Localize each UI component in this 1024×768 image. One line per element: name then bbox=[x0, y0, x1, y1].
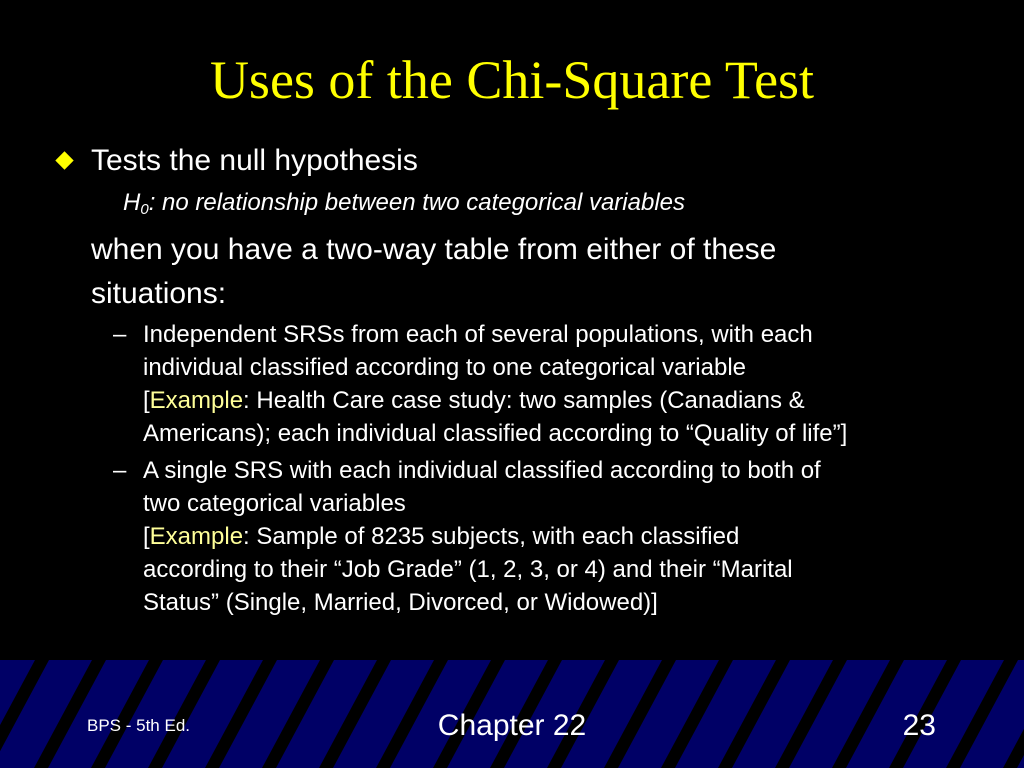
dash-marker: – bbox=[113, 321, 127, 348]
hypothesis-subscript: 0 bbox=[140, 201, 149, 218]
example-label: Example bbox=[149, 387, 244, 414]
sub-item-line: Independent SRSs from each of several populations, with each bbox=[143, 321, 813, 348]
hypothesis-text: : no relationship between two categorical variables bbox=[148, 189, 685, 216]
situations-paragraph bbox=[91, 228, 971, 316]
paragraph-line-2: situations: bbox=[91, 277, 227, 310]
example-line: Status” (Single, Married, Divorced, or Widowed)] bbox=[143, 589, 658, 616]
example-bracket: [ bbox=[143, 523, 150, 550]
example-text: : Health Care case study: two samples (Canadians & bbox=[243, 387, 805, 414]
sub-item-line: A single SRS with each individual classified according to both of bbox=[143, 457, 821, 484]
hypothesis-symbol: H bbox=[123, 189, 141, 216]
sub-item-text bbox=[143, 454, 1023, 619]
example-line: according to their “Job Grade” (1, 2, 3, or 4) and their “Marital bbox=[143, 556, 793, 583]
footer-source: BPS - 5th Ed. bbox=[87, 716, 190, 735]
example-text: : Sample of 8235 subjects, with each classified bbox=[243, 523, 740, 550]
null-hypothesis bbox=[123, 188, 685, 225]
diamond-bullet-icon bbox=[55, 151, 73, 169]
example-label: Example bbox=[149, 523, 244, 550]
sub-item-line: two categorical variables bbox=[143, 490, 406, 517]
footer-chapter: Chapter 22 bbox=[437, 709, 587, 742]
example-line bbox=[143, 520, 1023, 553]
paragraph-line-1: when you have a two-way table from either of these bbox=[91, 233, 777, 266]
sub-item-text bbox=[143, 318, 1023, 450]
example-bracket: [ bbox=[143, 387, 150, 414]
page-number: 23 bbox=[902, 709, 936, 742]
dash-marker: – bbox=[113, 457, 127, 484]
example-line bbox=[143, 384, 1023, 417]
bullet-text: Tests the null hypothesis bbox=[91, 144, 418, 177]
example-line: Americans); each individual classified according to “Quality of life”] bbox=[143, 420, 848, 447]
sub-item-line: individual classified according to one categorical variable bbox=[143, 354, 747, 381]
slide-title: Uses of the Chi-Square Test bbox=[209, 50, 815, 110]
